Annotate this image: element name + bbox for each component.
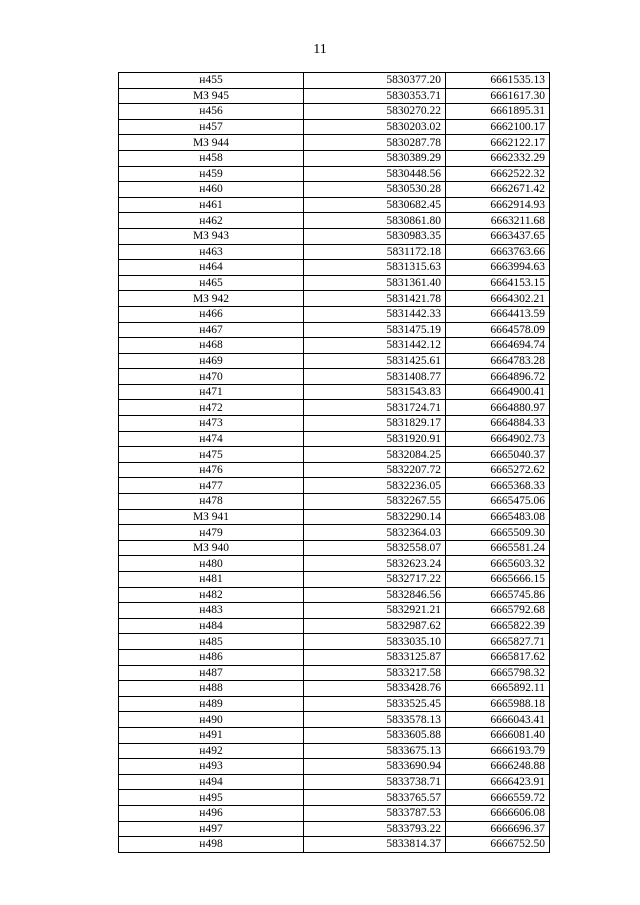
y-coordinate-cell: 6661535.13 — [446, 73, 550, 89]
y-coordinate-cell: 6664896.72 — [446, 369, 550, 385]
y-coordinate-cell: 6666043.41 — [446, 712, 550, 728]
table-row — [119, 260, 550, 276]
table-row — [119, 821, 550, 837]
y-coordinate-cell: 6664902.73 — [446, 431, 550, 447]
x-coordinate-cell: 5833125.87 — [304, 649, 446, 665]
point-name-cell: н484 — [119, 618, 304, 634]
table-row — [119, 431, 550, 447]
point-name-cell: н479 — [119, 525, 304, 541]
table-row — [119, 727, 550, 743]
table-row — [119, 681, 550, 697]
y-coordinate-cell: 6663763.66 — [446, 244, 550, 260]
point-name-cell: н473 — [119, 416, 304, 432]
x-coordinate-cell: 5831442.33 — [304, 306, 446, 322]
x-coordinate-cell: 5833035.10 — [304, 634, 446, 650]
point-name-cell: н498 — [119, 837, 304, 853]
table-row — [119, 291, 550, 307]
point-name-cell: н491 — [119, 727, 304, 743]
x-coordinate-cell: 5831442.12 — [304, 338, 446, 354]
y-coordinate-cell: 6666696.37 — [446, 821, 550, 837]
table-row — [119, 837, 550, 853]
table-row — [119, 696, 550, 712]
point-name-cell: МЗ 945 — [119, 88, 304, 104]
point-name-cell: н466 — [119, 306, 304, 322]
x-coordinate-cell: 5830353.71 — [304, 88, 446, 104]
x-coordinate-cell: 5830530.28 — [304, 182, 446, 198]
y-coordinate-cell: 6664900.41 — [446, 384, 550, 400]
y-coordinate-cell: 6662671.42 — [446, 182, 550, 198]
point-name-cell: н459 — [119, 166, 304, 182]
x-coordinate-cell: 5832207.72 — [304, 462, 446, 478]
y-coordinate-cell: 6665817.62 — [446, 649, 550, 665]
x-coordinate-cell: 5830270.22 — [304, 104, 446, 120]
table-row — [119, 353, 550, 369]
point-name-cell: н492 — [119, 743, 304, 759]
y-coordinate-cell: 6665509.30 — [446, 525, 550, 541]
point-name-cell: МЗ 941 — [119, 509, 304, 525]
table-row — [119, 665, 550, 681]
x-coordinate-cell: 5831172.18 — [304, 244, 446, 260]
y-coordinate-cell: 6666559.72 — [446, 790, 550, 806]
point-name-cell: н467 — [119, 322, 304, 338]
table-row — [119, 587, 550, 603]
point-name-cell: н475 — [119, 447, 304, 463]
table-row — [119, 478, 550, 494]
table-row — [119, 104, 550, 120]
point-name-cell: МЗ 942 — [119, 291, 304, 307]
x-coordinate-cell: 5833765.57 — [304, 790, 446, 806]
point-name-cell: н480 — [119, 556, 304, 572]
point-name-cell: н463 — [119, 244, 304, 260]
y-coordinate-cell: 6664880.97 — [446, 400, 550, 416]
y-coordinate-cell: 6665368.33 — [446, 478, 550, 494]
x-coordinate-cell: 5831920.91 — [304, 431, 446, 447]
point-name-cell: н496 — [119, 805, 304, 821]
table-row — [119, 525, 550, 541]
point-name-cell: н458 — [119, 150, 304, 166]
x-coordinate-cell: 5831543.83 — [304, 384, 446, 400]
y-coordinate-cell: 6663211.68 — [446, 213, 550, 229]
y-coordinate-cell: 6665792.68 — [446, 603, 550, 619]
table-row — [119, 759, 550, 775]
table-row — [119, 338, 550, 354]
point-name-cell: н457 — [119, 119, 304, 135]
table-row — [119, 369, 550, 385]
point-name-cell: н461 — [119, 197, 304, 213]
point-name-cell: н474 — [119, 431, 304, 447]
point-name-cell: н462 — [119, 213, 304, 229]
point-name-cell: н487 — [119, 665, 304, 681]
y-coordinate-cell: 6663437.65 — [446, 228, 550, 244]
point-name-cell: н494 — [119, 774, 304, 790]
table-row — [119, 213, 550, 229]
table-row — [119, 618, 550, 634]
x-coordinate-cell: 5833738.71 — [304, 774, 446, 790]
table-row — [119, 634, 550, 650]
point-name-cell: н476 — [119, 462, 304, 478]
table-row — [119, 540, 550, 556]
point-name-cell: н478 — [119, 494, 304, 510]
point-name-cell: н485 — [119, 634, 304, 650]
table-row — [119, 228, 550, 244]
table-row — [119, 494, 550, 510]
y-coordinate-cell: 6666193.79 — [446, 743, 550, 759]
x-coordinate-cell: 5832236.05 — [304, 478, 446, 494]
table-row — [119, 275, 550, 291]
x-coordinate-cell: 5832987.62 — [304, 618, 446, 634]
table-row — [119, 400, 550, 416]
x-coordinate-cell: 5832290.14 — [304, 509, 446, 525]
y-coordinate-cell: 6665827.71 — [446, 634, 550, 650]
table-row — [119, 182, 550, 198]
x-coordinate-cell: 5830389.29 — [304, 150, 446, 166]
point-name-cell: МЗ 944 — [119, 135, 304, 151]
point-name-cell: н497 — [119, 821, 304, 837]
x-coordinate-cell: 5830983.35 — [304, 228, 446, 244]
y-coordinate-cell: 6665040.37 — [446, 447, 550, 463]
y-coordinate-cell: 6665272.62 — [446, 462, 550, 478]
x-coordinate-cell: 5832921.21 — [304, 603, 446, 619]
y-coordinate-cell: 6664413.59 — [446, 306, 550, 322]
point-name-cell: МЗ 943 — [119, 228, 304, 244]
x-coordinate-cell: 5831475.19 — [304, 322, 446, 338]
x-coordinate-cell: 5832267.55 — [304, 494, 446, 510]
y-coordinate-cell: 6665603.32 — [446, 556, 550, 572]
table-row — [119, 743, 550, 759]
y-coordinate-cell: 6662122.17 — [446, 135, 550, 151]
table-row — [119, 556, 550, 572]
point-name-cell: МЗ 940 — [119, 540, 304, 556]
x-coordinate-cell: 5830203.02 — [304, 119, 446, 135]
point-name-cell: н481 — [119, 572, 304, 588]
y-coordinate-cell: 6666248.88 — [446, 759, 550, 775]
table-row — [119, 73, 550, 89]
x-coordinate-cell: 5833814.37 — [304, 837, 446, 853]
x-coordinate-cell: 5831724.71 — [304, 400, 446, 416]
x-coordinate-cell: 5833793.22 — [304, 821, 446, 837]
x-coordinate-cell: 5831408.77 — [304, 369, 446, 385]
x-coordinate-cell: 5833578.13 — [304, 712, 446, 728]
x-coordinate-cell: 5832846.56 — [304, 587, 446, 603]
coordinates-table — [118, 72, 550, 853]
x-coordinate-cell: 5833690.94 — [304, 759, 446, 775]
y-coordinate-cell: 6664783.28 — [446, 353, 550, 369]
y-coordinate-cell: 6662332.29 — [446, 150, 550, 166]
table-row — [119, 447, 550, 463]
table-row — [119, 166, 550, 182]
x-coordinate-cell: 5833217.58 — [304, 665, 446, 681]
y-coordinate-cell: 6661895.31 — [446, 104, 550, 120]
point-name-cell: н486 — [119, 649, 304, 665]
table-row — [119, 150, 550, 166]
y-coordinate-cell: 6666752.50 — [446, 837, 550, 853]
point-name-cell: н495 — [119, 790, 304, 806]
point-name-cell: н460 — [119, 182, 304, 198]
y-coordinate-cell: 6665581.24 — [446, 540, 550, 556]
point-name-cell: н490 — [119, 712, 304, 728]
y-coordinate-cell: 6666606.08 — [446, 805, 550, 821]
y-coordinate-cell: 6665483.08 — [446, 509, 550, 525]
table-row — [119, 790, 550, 806]
y-coordinate-cell: 6664153.15 — [446, 275, 550, 291]
table-row — [119, 119, 550, 135]
table-row — [119, 306, 550, 322]
point-name-cell: н482 — [119, 587, 304, 603]
table-row — [119, 322, 550, 338]
y-coordinate-cell: 6664694.74 — [446, 338, 550, 354]
x-coordinate-cell: 5831425.61 — [304, 353, 446, 369]
y-coordinate-cell: 6666081.40 — [446, 727, 550, 743]
table-row — [119, 572, 550, 588]
y-coordinate-cell: 6665798.32 — [446, 665, 550, 681]
table-row — [119, 416, 550, 432]
x-coordinate-cell: 5831361.40 — [304, 275, 446, 291]
x-coordinate-cell: 5832364.03 — [304, 525, 446, 541]
y-coordinate-cell: 6662100.17 — [446, 119, 550, 135]
table-row — [119, 774, 550, 790]
x-coordinate-cell: 5831315.63 — [304, 260, 446, 276]
y-coordinate-cell: 6665892.11 — [446, 681, 550, 697]
y-coordinate-cell: 6665822.39 — [446, 618, 550, 634]
table-row — [119, 509, 550, 525]
table-row — [119, 712, 550, 728]
y-coordinate-cell: 6665988.18 — [446, 696, 550, 712]
point-name-cell: н483 — [119, 603, 304, 619]
y-coordinate-cell: 6665475.06 — [446, 494, 550, 510]
point-name-cell: н456 — [119, 104, 304, 120]
y-coordinate-cell: 6661617.30 — [446, 88, 550, 104]
table-row — [119, 244, 550, 260]
x-coordinate-cell: 5830448.56 — [304, 166, 446, 182]
x-coordinate-cell: 5832084.25 — [304, 447, 446, 463]
table-row — [119, 462, 550, 478]
point-name-cell: н469 — [119, 353, 304, 369]
table-row — [119, 197, 550, 213]
point-name-cell: н489 — [119, 696, 304, 712]
table-row — [119, 88, 550, 104]
point-name-cell: н464 — [119, 260, 304, 276]
y-coordinate-cell: 6664884.33 — [446, 416, 550, 432]
table-row — [119, 135, 550, 151]
x-coordinate-cell: 5830861.80 — [304, 213, 446, 229]
y-coordinate-cell: 6662914.93 — [446, 197, 550, 213]
x-coordinate-cell: 5830377.20 — [304, 73, 446, 89]
y-coordinate-cell: 6662522.32 — [446, 166, 550, 182]
point-name-cell: н477 — [119, 478, 304, 494]
x-coordinate-cell: 5833675.13 — [304, 743, 446, 759]
coordinates-table-body — [119, 73, 550, 853]
x-coordinate-cell: 5833605.88 — [304, 727, 446, 743]
x-coordinate-cell: 5830682.45 — [304, 197, 446, 213]
point-name-cell: н472 — [119, 400, 304, 416]
table-row — [119, 649, 550, 665]
x-coordinate-cell: 5832717.22 — [304, 572, 446, 588]
y-coordinate-cell: 6666423.91 — [446, 774, 550, 790]
point-name-cell: н488 — [119, 681, 304, 697]
x-coordinate-cell: 5833787.53 — [304, 805, 446, 821]
x-coordinate-cell: 5831421.78 — [304, 291, 446, 307]
point-name-cell: н493 — [119, 759, 304, 775]
table-row — [119, 603, 550, 619]
point-name-cell: н455 — [119, 73, 304, 89]
x-coordinate-cell: 5833428.76 — [304, 681, 446, 697]
x-coordinate-cell: 5830287.78 — [304, 135, 446, 151]
x-coordinate-cell: 5831829.17 — [304, 416, 446, 432]
y-coordinate-cell: 6663994.63 — [446, 260, 550, 276]
table-row — [119, 384, 550, 400]
table-row — [119, 805, 550, 821]
y-coordinate-cell: 6665666.15 — [446, 572, 550, 588]
y-coordinate-cell: 6664578.09 — [446, 322, 550, 338]
point-name-cell: н465 — [119, 275, 304, 291]
x-coordinate-cell: 5832623.24 — [304, 556, 446, 572]
x-coordinate-cell: 5833525.45 — [304, 696, 446, 712]
x-coordinate-cell: 5832558.07 — [304, 540, 446, 556]
y-coordinate-cell: 6665745.86 — [446, 587, 550, 603]
point-name-cell: н470 — [119, 369, 304, 385]
point-name-cell: н471 — [119, 384, 304, 400]
y-coordinate-cell: 6664302.21 — [446, 291, 550, 307]
page-number: 11 — [313, 42, 327, 57]
point-name-cell: н468 — [119, 338, 304, 354]
